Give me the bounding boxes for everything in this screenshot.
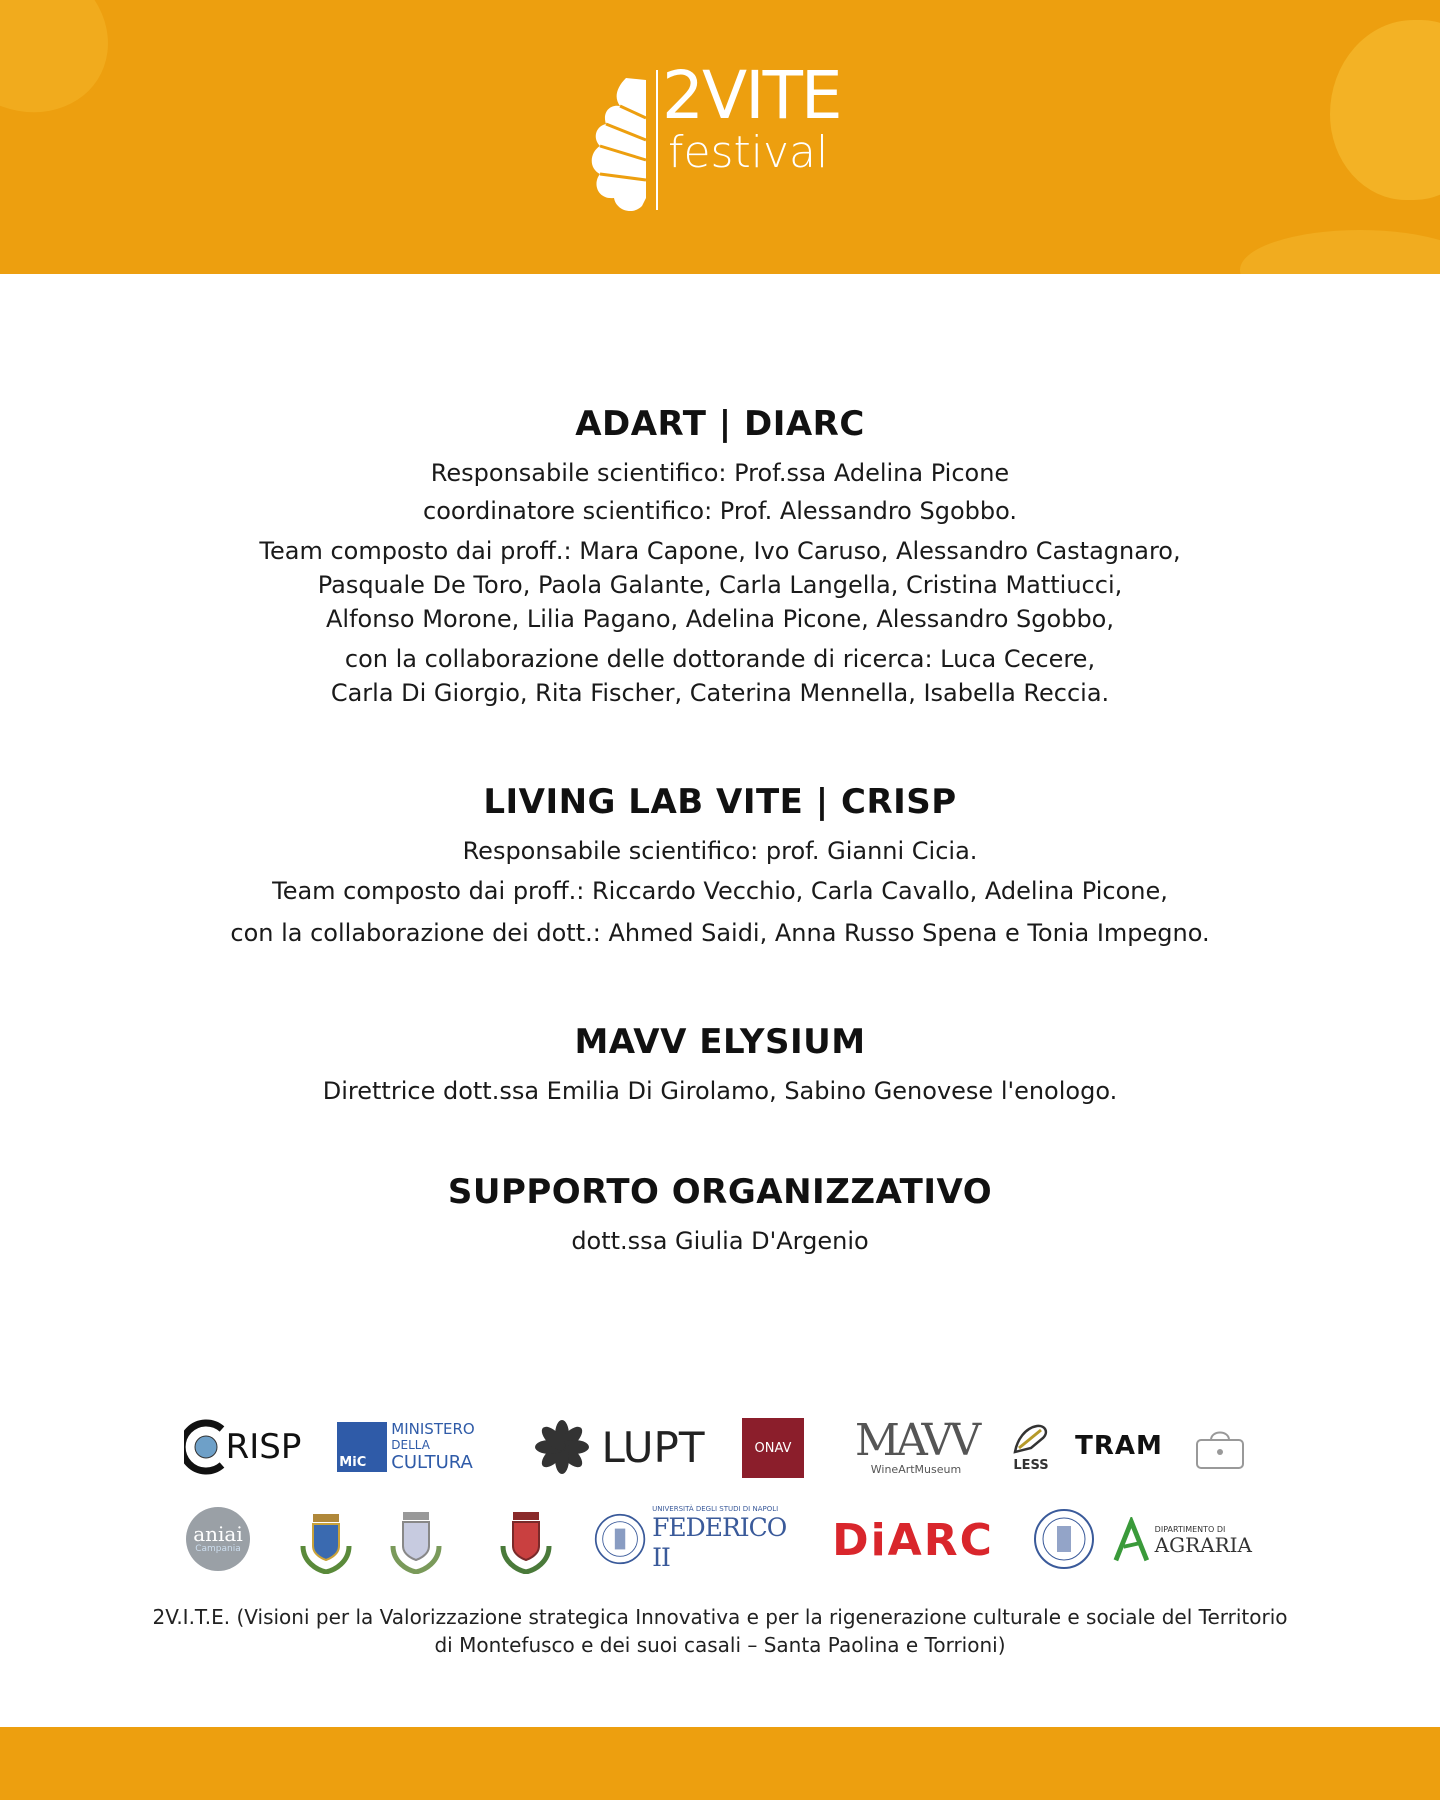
project-description — [100, 1603, 1340, 1659]
less-logo: LESS — [1003, 1416, 1059, 1478]
section-line: con la collaborazione dei dott.: Ahmed Saidi, Anna Russo Spena e Tonia Impegno. — [230, 919, 1210, 947]
crisp-c-icon — [184, 1419, 226, 1475]
section-title: LIVING LAB VITE | CRISP — [483, 782, 957, 822]
crest-icon — [387, 1506, 445, 1574]
section-line: dott.ssa Giulia D'Argenio — [571, 1227, 869, 1255]
section-line: Team composto dai proff.: Mara Capone, Ivo Caruso, Alessandro Castagnaro, — [259, 537, 1181, 565]
mic-text-line: MINISTERO — [391, 1420, 475, 1438]
section-adart-diarc — [0, 404, 1440, 710]
diarc-logo: DiARC — [832, 1514, 994, 1566]
logo-main-text: 2VITE — [662, 57, 841, 134]
mic-text-line: DELLA — [391, 1438, 430, 1452]
header-decoration — [1330, 20, 1440, 200]
footer-line: di Montefusco e dei suoi casali – Santa Paolina e Torrioni) — [434, 1633, 1006, 1657]
footer-line: 2V.I.T.E. (Visioni per la Valorizzazione strategica Innovativa e per la rigenerazione culturale e sociale del Territorio — [152, 1605, 1288, 1629]
section-mavv — [0, 1022, 1440, 1108]
federico-seal-icon — [594, 1509, 646, 1569]
partner-logos-row-2 — [180, 1505, 1260, 1575]
agraria-logo: DIPARTIMENTO DI AGRARIA — [1112, 1513, 1252, 1567]
section-line: Pasquale De Toro, Paola Galante, Carla Langella, Cristina Mattiucci, — [317, 571, 1123, 599]
logo-divider — [656, 70, 658, 210]
section-line: Alfonso Morone, Lilia Pagano, Adelina Picone, Alessandro Sgobbo, — [325, 605, 1114, 633]
header-decoration — [0, 0, 131, 135]
section-line: con la collaborazione delle dottorande di ricerca: Luca Cecere, — [344, 645, 1096, 673]
section-line: Direttrice dott.ssa Emilia Di Girolamo, Sabino Genovese l'enologo. — [322, 1077, 1118, 1105]
logo-sub-text: festival — [668, 127, 829, 178]
section-title: ADART | DIARC — [575, 404, 865, 444]
agraria-a-icon — [1112, 1517, 1151, 1563]
federico-ii-logo: UNIVERSITÀ DEGLI STUDI DI NAPOLI FEDERICO II — [594, 1507, 790, 1571]
header-banner — [0, 0, 1440, 274]
crisp-logo: RISP — [180, 1412, 305, 1482]
section-line: Responsabile scientifico: prof. Gianni Cicia. — [462, 837, 978, 865]
section-title: SUPPORTO ORGANIZZATIVO — [447, 1172, 993, 1212]
tram-logo: TRAM — [1075, 1431, 1163, 1461]
onav-logo: ONAV — [742, 1418, 804, 1478]
section-title: MAVV ELYSIUM — [574, 1022, 866, 1062]
section-supporto — [0, 1172, 1440, 1258]
bag-icon — [1191, 1422, 1249, 1472]
leaf-icon — [586, 68, 654, 218]
header-decoration — [1240, 230, 1440, 274]
crest-icon — [497, 1506, 555, 1574]
festival-logo — [586, 57, 866, 220]
bag-logo — [1185, 1418, 1255, 1476]
mic-mark: MiC — [337, 1422, 387, 1472]
lupt-logo: LUPT — [526, 1417, 712, 1477]
comune-crest-2 — [384, 1505, 448, 1575]
crest-icon — [297, 1506, 355, 1574]
comune-montefusco-crest — [294, 1505, 358, 1575]
section-line: Carla Di Giorgio, Rita Fischer, Caterina Mennella, Isabella Reccia. — [330, 679, 1110, 707]
lupt-flower-icon — [533, 1418, 591, 1476]
section-line: Team composto dai proff.: Riccardo Vecchio, Carla Cavallo, Adelina Picone, — [272, 877, 1168, 905]
mic-logo — [326, 1418, 486, 1476]
university-seal-logo — [1032, 1507, 1096, 1571]
university-seal-icon — [1033, 1508, 1095, 1570]
less-hand-icon — [1011, 1422, 1051, 1458]
section-line: Responsabile scientifico: Prof.ssa Adelina Picone — [430, 459, 1010, 487]
section-line: coordinatore scientifico: Prof. Alessandro Sgobbo. — [423, 497, 1017, 525]
section-living-lab — [0, 782, 1440, 950]
comune-crest-3 — [494, 1505, 558, 1575]
aniai-logo: aniai Campania — [186, 1507, 250, 1571]
partner-logos-row-1 — [180, 1412, 1260, 1482]
mavv-logo: MAVV WineArtMuseum — [854, 1414, 978, 1476]
footer-band — [0, 1727, 1440, 1800]
mic-text-line: CULTURA — [391, 1452, 473, 1473]
